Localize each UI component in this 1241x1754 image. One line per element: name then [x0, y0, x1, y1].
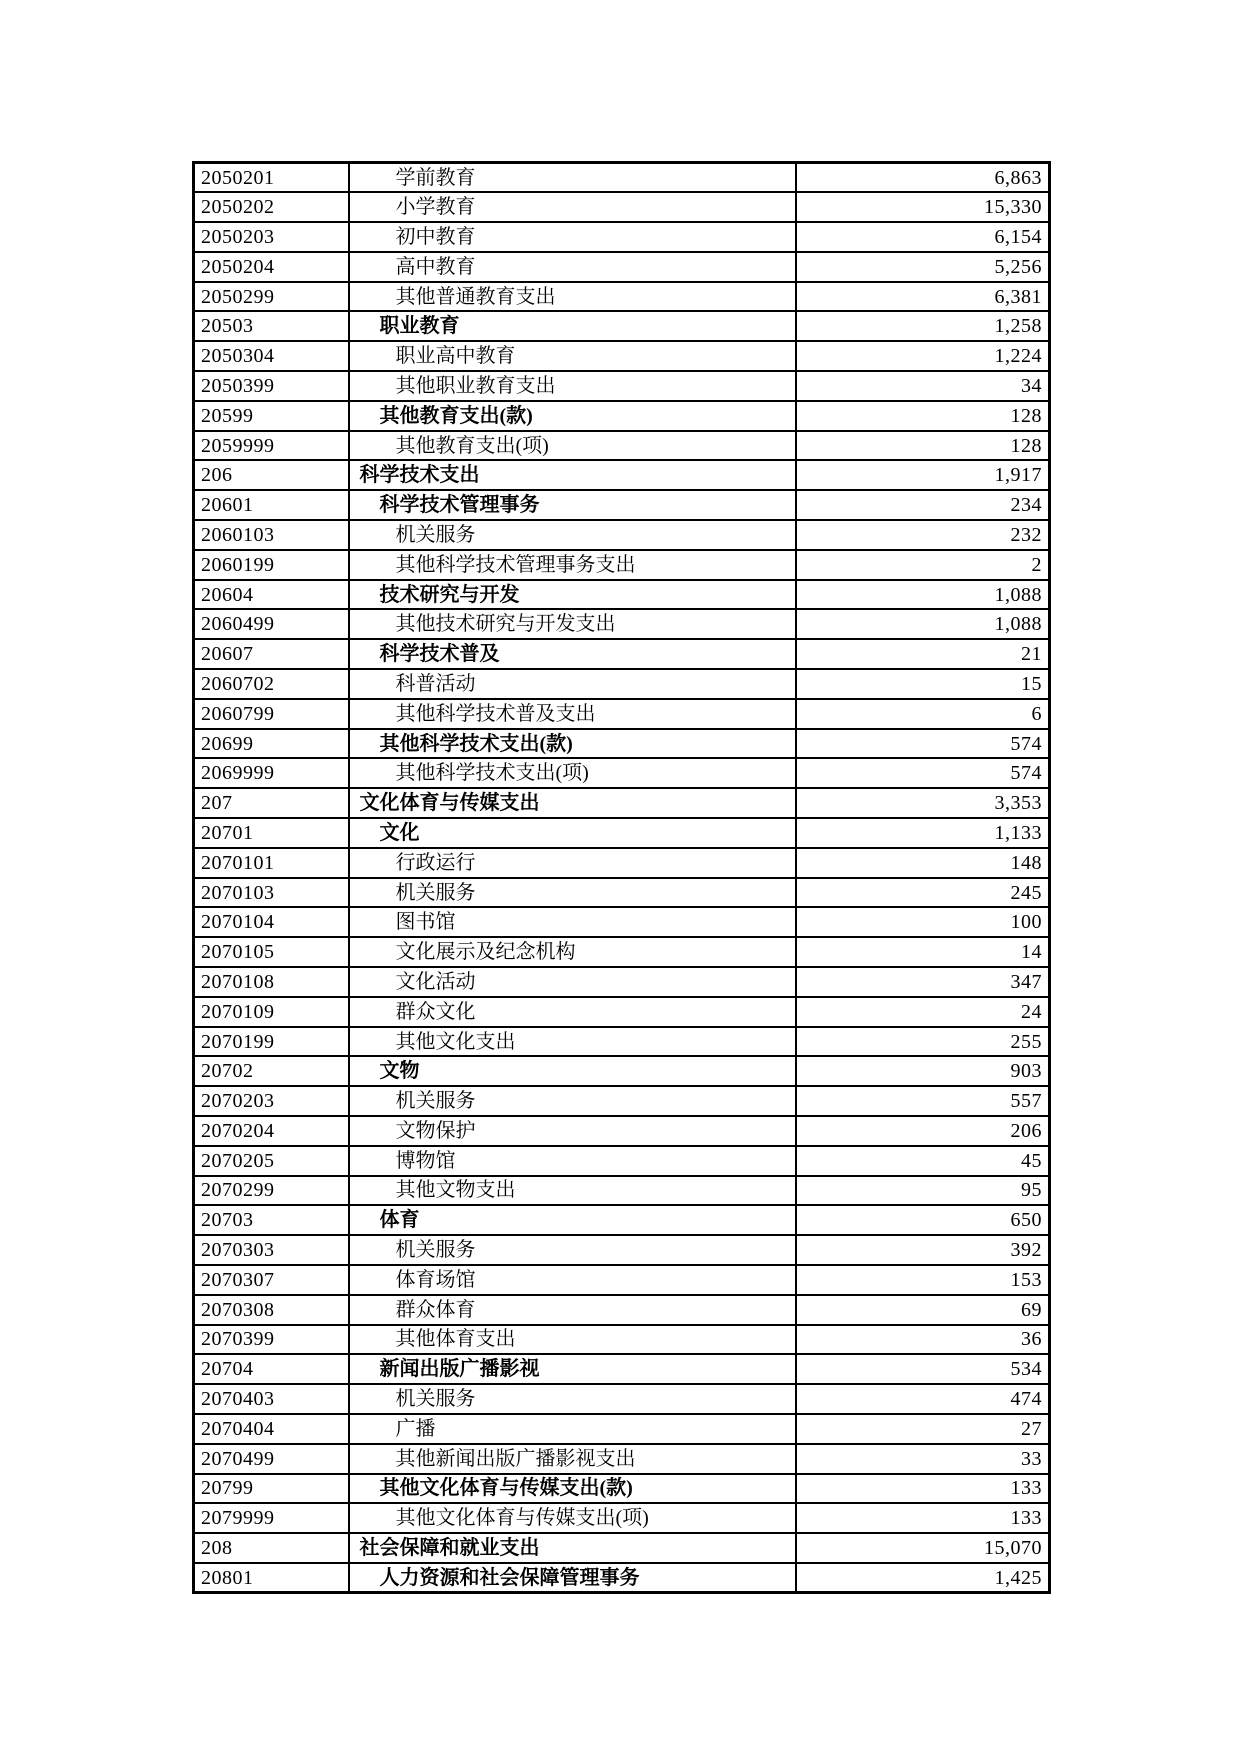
amount-cell: 100	[796, 907, 1050, 937]
amount-cell: 133	[796, 1503, 1050, 1533]
code-cell: 2060199	[194, 550, 349, 580]
name-cell: 文化活动	[349, 967, 796, 997]
table-row	[194, 341, 1050, 371]
table-row	[194, 550, 1050, 580]
amount-cell: 69	[796, 1295, 1050, 1325]
table-row	[194, 878, 1050, 908]
name-cell: 文物保护	[349, 1116, 796, 1146]
name-cell: 博物馆	[349, 1146, 796, 1176]
amount-cell: 133	[796, 1474, 1050, 1504]
table-row	[194, 1474, 1050, 1504]
name-cell: 科普活动	[349, 669, 796, 699]
amount-cell: 6,863	[796, 163, 1050, 193]
code-cell: 20607	[194, 639, 349, 669]
name-cell: 小学教育	[349, 192, 796, 222]
name-cell: 学前教育	[349, 163, 796, 193]
code-cell: 2070299	[194, 1176, 349, 1206]
amount-cell: 903	[796, 1056, 1050, 1086]
code-cell: 2069999	[194, 758, 349, 788]
table-row	[194, 1414, 1050, 1444]
table-row	[194, 1146, 1050, 1176]
amount-cell: 1,425	[796, 1563, 1050, 1593]
name-cell: 其他文物支出	[349, 1176, 796, 1206]
code-cell: 2050304	[194, 341, 349, 371]
amount-cell: 14	[796, 937, 1050, 967]
code-cell: 2070105	[194, 937, 349, 967]
name-cell: 职业高中教育	[349, 341, 796, 371]
amount-cell: 1,917	[796, 460, 1050, 490]
amount-cell: 21	[796, 639, 1050, 669]
table-row	[194, 520, 1050, 550]
amount-cell: 148	[796, 848, 1050, 878]
table-row	[194, 371, 1050, 401]
code-cell: 2070103	[194, 878, 349, 908]
name-cell: 文化展示及纪念机构	[349, 937, 796, 967]
amount-cell: 15,330	[796, 192, 1050, 222]
name-cell: 社会保障和就业支出	[349, 1533, 796, 1563]
table-row	[194, 758, 1050, 788]
amount-cell: 24	[796, 997, 1050, 1027]
code-cell: 20703	[194, 1205, 349, 1235]
code-cell: 20503	[194, 311, 349, 341]
amount-cell: 2	[796, 550, 1050, 580]
table-row	[194, 967, 1050, 997]
code-cell: 2070109	[194, 997, 349, 1027]
table-row	[194, 997, 1050, 1027]
amount-cell: 206	[796, 1116, 1050, 1146]
table-row	[194, 163, 1050, 193]
table-row	[194, 609, 1050, 639]
amount-cell: 1,088	[796, 580, 1050, 610]
table-row	[194, 818, 1050, 848]
name-cell: 机关服务	[349, 520, 796, 550]
table-row	[194, 1563, 1050, 1593]
name-cell: 图书馆	[349, 907, 796, 937]
amount-cell: 474	[796, 1384, 1050, 1414]
table-row	[194, 580, 1050, 610]
table-row	[194, 1325, 1050, 1355]
code-cell: 2070199	[194, 1027, 349, 1057]
code-cell: 2070203	[194, 1086, 349, 1116]
code-cell: 2050204	[194, 252, 349, 282]
name-cell: 新闻出版广播影视	[349, 1354, 796, 1384]
amount-cell: 128	[796, 431, 1050, 461]
code-cell: 20604	[194, 580, 349, 610]
name-cell: 其他文化体育与传媒支出(项)	[349, 1503, 796, 1533]
name-cell: 其他文化支出	[349, 1027, 796, 1057]
name-cell: 其他教育支出(项)	[349, 431, 796, 461]
code-cell: 2070204	[194, 1116, 349, 1146]
name-cell: 体育	[349, 1205, 796, 1235]
budget-table	[192, 161, 1051, 1594]
table-row	[194, 1265, 1050, 1295]
name-cell: 文化	[349, 818, 796, 848]
table-row	[194, 699, 1050, 729]
table-row	[194, 1086, 1050, 1116]
amount-cell: 6,154	[796, 222, 1050, 252]
name-cell: 其他科学技术管理事务支出	[349, 550, 796, 580]
name-cell: 其他文化体育与传媒支出(款)	[349, 1474, 796, 1504]
amount-cell: 1,088	[796, 609, 1050, 639]
name-cell: 群众体育	[349, 1295, 796, 1325]
name-cell: 其他体育支出	[349, 1325, 796, 1355]
name-cell: 其他技术研究与开发支出	[349, 609, 796, 639]
amount-cell: 153	[796, 1265, 1050, 1295]
table-row	[194, 669, 1050, 699]
table-row	[194, 1056, 1050, 1086]
table-row	[194, 1295, 1050, 1325]
code-cell: 208	[194, 1533, 349, 1563]
table-row	[194, 848, 1050, 878]
code-cell: 2050399	[194, 371, 349, 401]
code-cell: 2059999	[194, 431, 349, 461]
name-cell: 人力资源和社会保障管理事务	[349, 1563, 796, 1593]
code-cell: 2070308	[194, 1295, 349, 1325]
table-row	[194, 490, 1050, 520]
code-cell: 2060103	[194, 520, 349, 550]
table-row	[194, 460, 1050, 490]
table-row	[194, 729, 1050, 759]
code-cell: 2070303	[194, 1235, 349, 1265]
code-cell: 2070403	[194, 1384, 349, 1414]
code-cell: 2070108	[194, 967, 349, 997]
code-cell: 2060499	[194, 609, 349, 639]
name-cell: 其他教育支出(款)	[349, 401, 796, 431]
code-cell: 2050203	[194, 222, 349, 252]
name-cell: 科学技术管理事务	[349, 490, 796, 520]
name-cell: 机关服务	[349, 1384, 796, 1414]
amount-cell: 234	[796, 490, 1050, 520]
code-cell: 2070104	[194, 907, 349, 937]
table-row	[194, 1384, 1050, 1414]
code-cell: 2070205	[194, 1146, 349, 1176]
name-cell: 高中教育	[349, 252, 796, 282]
table-row	[194, 1533, 1050, 1563]
table-row	[194, 252, 1050, 282]
amount-cell: 1,258	[796, 311, 1050, 341]
table-row	[194, 282, 1050, 312]
amount-cell: 347	[796, 967, 1050, 997]
name-cell: 初中教育	[349, 222, 796, 252]
name-cell: 文化体育与传媒支出	[349, 788, 796, 818]
code-cell: 2070101	[194, 848, 349, 878]
code-cell: 2060799	[194, 699, 349, 729]
code-cell: 20599	[194, 401, 349, 431]
code-cell: 20699	[194, 729, 349, 759]
table-row	[194, 1027, 1050, 1057]
amount-cell: 534	[796, 1354, 1050, 1384]
table-row	[194, 1444, 1050, 1474]
name-cell: 机关服务	[349, 1235, 796, 1265]
code-cell: 206	[194, 460, 349, 490]
table-row	[194, 1354, 1050, 1384]
code-cell: 2060702	[194, 669, 349, 699]
amount-cell: 33	[796, 1444, 1050, 1474]
amount-cell: 232	[796, 520, 1050, 550]
table-row	[194, 907, 1050, 937]
table-row	[194, 937, 1050, 967]
table-row	[194, 1176, 1050, 1206]
table-row	[194, 401, 1050, 431]
name-cell: 其他新闻出版广播影视支出	[349, 1444, 796, 1474]
amount-cell: 27	[796, 1414, 1050, 1444]
code-cell: 20799	[194, 1474, 349, 1504]
name-cell: 行政运行	[349, 848, 796, 878]
name-cell: 文物	[349, 1056, 796, 1086]
code-cell: 20702	[194, 1056, 349, 1086]
name-cell: 其他科学技术普及支出	[349, 699, 796, 729]
budget-table-body	[194, 163, 1050, 1593]
amount-cell: 392	[796, 1235, 1050, 1265]
amount-cell: 574	[796, 758, 1050, 788]
name-cell: 科学技术支出	[349, 460, 796, 490]
name-cell: 群众文化	[349, 997, 796, 1027]
table-row	[194, 1235, 1050, 1265]
amount-cell: 245	[796, 878, 1050, 908]
amount-cell: 128	[796, 401, 1050, 431]
table-row	[194, 1503, 1050, 1533]
table-row	[194, 1116, 1050, 1146]
name-cell: 其他普通教育支出	[349, 282, 796, 312]
code-cell: 20801	[194, 1563, 349, 1593]
code-cell: 2050201	[194, 163, 349, 193]
code-cell: 2070499	[194, 1444, 349, 1474]
table-row	[194, 192, 1050, 222]
amount-cell: 1,224	[796, 341, 1050, 371]
name-cell: 其他职业教育支出	[349, 371, 796, 401]
code-cell: 2050202	[194, 192, 349, 222]
amount-cell: 6	[796, 699, 1050, 729]
name-cell: 其他科学技术支出(项)	[349, 758, 796, 788]
amount-cell: 650	[796, 1205, 1050, 1235]
amount-cell: 5,256	[796, 252, 1050, 282]
name-cell: 机关服务	[349, 1086, 796, 1116]
code-cell: 2079999	[194, 1503, 349, 1533]
amount-cell: 574	[796, 729, 1050, 759]
name-cell: 机关服务	[349, 878, 796, 908]
table-row	[194, 788, 1050, 818]
table-row	[194, 639, 1050, 669]
table-row	[194, 1205, 1050, 1235]
table-row	[194, 431, 1050, 461]
table-row	[194, 222, 1050, 252]
name-cell: 技术研究与开发	[349, 580, 796, 610]
amount-cell: 1,133	[796, 818, 1050, 848]
amount-cell: 15	[796, 669, 1050, 699]
code-cell: 20701	[194, 818, 349, 848]
amount-cell: 3,353	[796, 788, 1050, 818]
code-cell: 20601	[194, 490, 349, 520]
amount-cell: 45	[796, 1146, 1050, 1176]
name-cell: 体育场馆	[349, 1265, 796, 1295]
amount-cell: 95	[796, 1176, 1050, 1206]
table-row	[194, 311, 1050, 341]
code-cell: 2070404	[194, 1414, 349, 1444]
code-cell: 207	[194, 788, 349, 818]
code-cell: 2050299	[194, 282, 349, 312]
amount-cell: 255	[796, 1027, 1050, 1057]
amount-cell: 34	[796, 371, 1050, 401]
code-cell: 2070399	[194, 1325, 349, 1355]
amount-cell: 557	[796, 1086, 1050, 1116]
name-cell: 广播	[349, 1414, 796, 1444]
name-cell: 科学技术普及	[349, 639, 796, 669]
amount-cell: 36	[796, 1325, 1050, 1355]
code-cell: 20704	[194, 1354, 349, 1384]
name-cell: 职业教育	[349, 311, 796, 341]
amount-cell: 6,381	[796, 282, 1050, 312]
code-cell: 2070307	[194, 1265, 349, 1295]
amount-cell: 15,070	[796, 1533, 1050, 1563]
name-cell: 其他科学技术支出(款)	[349, 729, 796, 759]
